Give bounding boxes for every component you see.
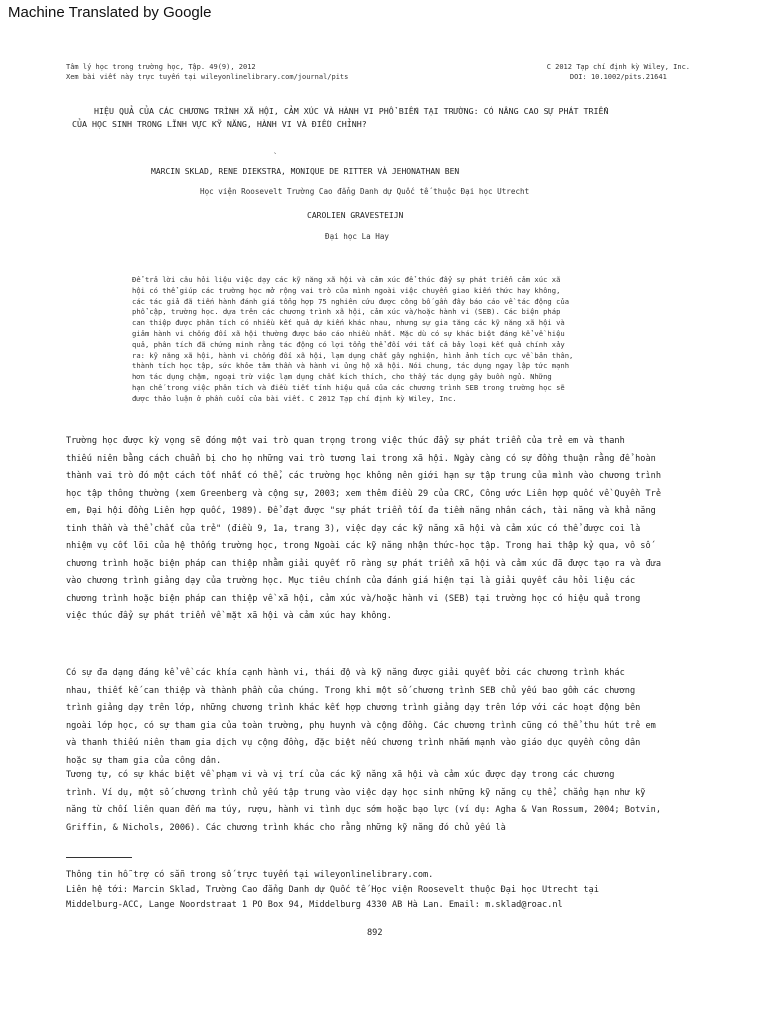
paragraph-text: Tương tự, có sự khác biệt về phạm vi và vị trí của các kỹ năng xã hội và cảm xúc được dạy trong các chương trình. Ví dụ, một số chương trình chủ yếu tập trung vào việc dạy học sinh những kỹ năng cụ thể, chẳng hạn như kỹ năng từ chối liên quan đến ma túy, rượu, hành vi tình dục sớm hoặc bạo lực (ví dụ: Agha & Van Rossum, 2004; Botvin, Griffin, & Nichols, 2006). Các chương trình khác cho rằng những kỹ năng đó chủ yếu là — [66, 770, 661, 833]
paragraph-text: Có sự đa dạng đáng kể về các khía cạnh hành vi, thái độ và kỹ năng được giải quyết bởi các chương trình khác nhau, thiết kế can thiệp và thành phần của chúng. Trong khi một số chương trình SEB chủ yếu bao gồm các chương trình giảng dạy trên lớp, những chương trình khác kết hợp chương trình giảng dạy trên lớp với các hoạt động bên ngoài lớp học, có sự tham gia của toàn trường, phụ huynh và cộng đồng. Các chương trình cũng có thể thu hút trẻ em và thanh thiếu niên tham gia dịch vụ cộng đồng, đặc biệt nếu chương trình nhắm mạnh vào giáo dục quyền công dân hoặc sự tham gia của công dân. — [66, 668, 656, 766]
doi-line: DOI: 10.1002/pits.21641 — [569, 73, 667, 81]
second-author: CAROLIEN GRAVESTEIJN — [307, 211, 404, 220]
paragraph-text: Trường học được kỳ vọng sẽ đóng một vai trò quan trọng trong việc thúc đẩy sự phát triển của trẻ em và thanh thiếu niên bằng cách chuẩn bị cho họ những vai trò tương lai trong xã hội. Ngày càng có sự đồng thuận rằng để hoàn thành vai trò đó một cách tốt nhất có thể, các trường học không nên giới hạn sự tập trung của mình vào chương trình học tập thông thường (xem Greenberg và cộng sự, 2003; xem thêm điều 29 của CRC, Công ước Liên hợp quốc về Quyền Trẻ em, Đại hội đồng Liên hợp quốc, 1989). Để đạt được "sự phát triển tối đa tiềm năng nhân cách, tài năng và khả năng tinh thần và thể chất của trẻ" (điều 9, 1a, trang 3), việc dạy các kỹ năng xã hội và cảm xúc có thể được coi là nhiệm vụ cốt lõi của hệ thống trường học, trong Ngoài các kỹ năng nhận thức-học tập. Trong hai thập kỷ qua, vô số chương trình hoặc biện pháp can thiệp nhằm giải quyết rõ ràng sự phát triển xã hội và cảm xúc đã được tạo ra và đưa vào chương trình giảng dạy của trường học. Mục tiêu chính của đánh giá hiện tại là giải quyết câu hỏi liệu các chương trình hoặc biện pháp can thiệp về xã hội, cảm xúc và/hoặc hành vi (SEB) tại trường học có hiệu quả trong việc thúc đẩy sự phát triển về mặt xã hội và cảm xúc hay không. — [66, 436, 661, 621]
abstract — [132, 275, 652, 405]
body-paragraph-2 — [66, 665, 698, 770]
author-affiliation: Học viện Roosevelt Trường Cao đẳng Danh dự Quốc tế thuộc Đại học Utrecht — [200, 187, 530, 196]
stray-mark: ` — [273, 152, 278, 161]
journal-online-link: Xem bài viết này trực tuyến tại wileyonlinelibrary.com/journal/pits — [66, 73, 349, 81]
footnote-divider — [66, 857, 132, 858]
body-paragraph-1 — [66, 433, 698, 626]
article-title — [60, 105, 720, 131]
machine-translation-banner: Machine Translated by Google — [8, 4, 212, 21]
journal-citation: Tâm lý học trong trường học, Tập. 49(9), 2012 — [66, 63, 256, 71]
article-title-line1: HIỆU QUẢ CỦA CÁC CHƯƠNG TRÌNH XÃ HỘI, CẢM XÚC VÀ HÀNH VI PHỔ BIẾN TẠI TRƯỜNG: CÓ NÂNG CAO SỰ PHÁT TRIỂN — [94, 106, 609, 116]
page-number: 892 — [367, 928, 383, 938]
journal-header-right — [547, 62, 690, 82]
journal-header-left — [66, 62, 348, 82]
body-paragraph-3 — [66, 767, 698, 837]
author-list: MARCIN SKLAD, RENE DIEKSTRA, MONIQUE DE RITTER VÀ JEHONATHAN BEN — [151, 167, 460, 176]
article-title-line2: CỦA HỌC SINH TRONG LĨNH VỰC KỸ NĂNG, HÀNH VI VÀ ĐIỀU CHỈNH? — [72, 119, 367, 129]
abstract-text: Để trả lời câu hỏi liệu việc dạy các kỹ năng xã hội và cảm xúc để thúc đẩy sự phát triển cảm xúc xã hội có thể giúp các trường học mở rộng vai trò của mình ngoài việc chuyển giao kiến thức hay không, các tác giả đã tiến hành đánh giá tổng hợp 75 nghiên cứu được công bố gần đây báo cáo về tác động của phổ cập, trường học. dựa trên các chương trình xã hội, cảm xúc và/hoặc hành vi (SEB). Các biện pháp can thiệp được phân tích có nhiều kết quả dự kiến khác nhau, nhưng sự gia tăng các kỹ năng xã hội và giảm hành vi chống đối xã hội thường được báo cáo nhiều nhất. Mặc dù có sự khác biệt đáng kể về hiệu quả, phân tích đã chứng minh rằng tác động có lợi tổng thể đối với tất cả bảy loại kết quả chính xảy ra: kỹ năng xã hội, hành vi chống đối xã hội, lạm dụng chất gây nghiện, hình ảnh tích cực về bản thân, thành tích học tập, sức khỏe tâm thần và hành vi ủng hộ xã hội. Nói chung, tác dụng ngay lập tức mạnh hơn tác dụng chậm, ngoại trừ việc lạm dụng chất kích thích, cho thấy tác dụng gây buồn ngủ. Những hạn chế trong việc phân tích và điều tiết tính hiệu quả của các chương trình SEB trong trường học sẽ được thảo luận ở phần cuối của bài viết. C 2012 Tạp chí định kỳ Wiley, Inc. — [132, 275, 574, 403]
second-author-affiliation: Đại học La Hay — [325, 232, 390, 241]
copyright-line: C 2012 Tạp chí định kỳ Wiley, Inc. — [546, 63, 690, 71]
correspondence-note: Liên hệ tới: Marcin Sklad, Trường Cao đẳng Danh dự Quốc tế Học viện Roosevelt thuộc Đại học Utrecht tại Middelburg-ACC, Lange Noordstraat 1 PO Box 94, Middelburg 4330 AB Hà Lan. Email: m.sklad@roac.nl — [66, 885, 599, 910]
supporting-info-note: Thông tin hỗ trợ có sẵn trong số trực tuyến tại wileyonlinelibrary.com. — [66, 870, 434, 880]
footnotes — [66, 868, 706, 913]
